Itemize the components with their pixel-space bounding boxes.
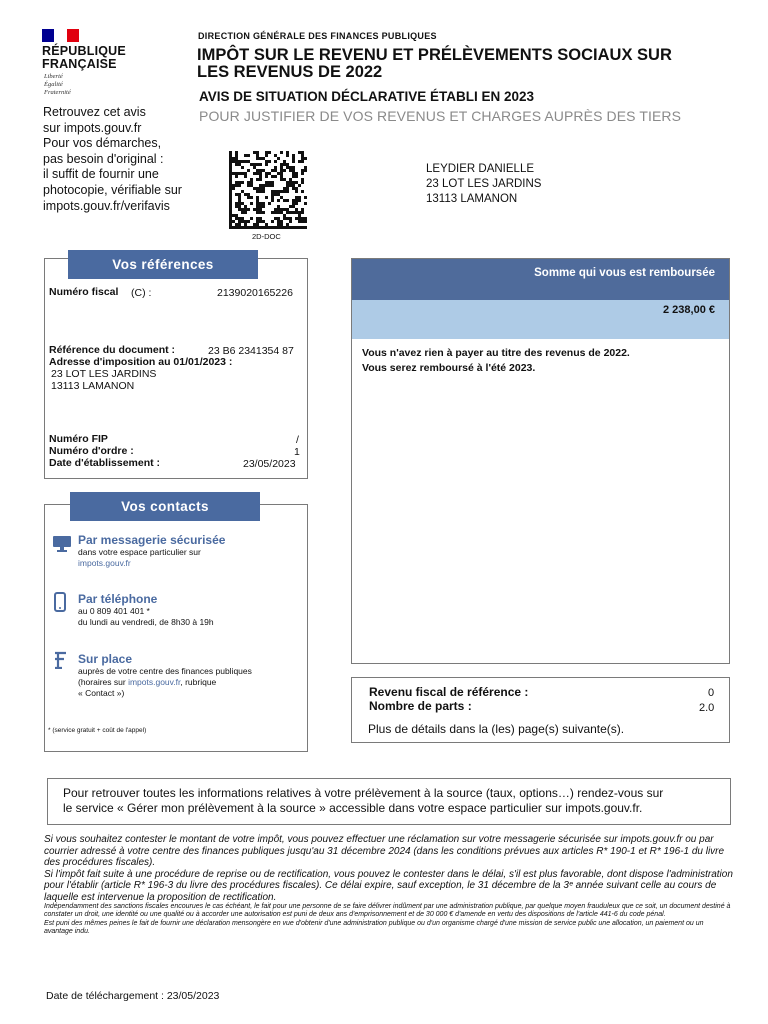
- withholding-info-text: Pour retrouver toutes les informations relatives à votre prélèvement à la source (taux, options…) rendez-vous sur le service « Gérer mon prélèvement à la source » accessible dans votre espace particulier sur impots.gouv.fr.: [63, 786, 664, 815]
- fiscal-number-code: (C) :: [131, 287, 152, 299]
- reference-income-label: Revenu fiscal de référence :: [369, 685, 529, 699]
- contest-notice: Si vous souhaitez contester le montant de votre impôt, vous pouvez effectuer une réclamation sur votre messagerie sécurisée sur impots.gouv.fr ou par courrier adressé à votre centre des finances publiques jusqu'au 31 décembre 2024 (dans les conditions prévues aux articles R* 190-1 et R* 196-1 du livre des procédures fiscales).: [44, 834, 725, 868]
- fip-value: /: [296, 434, 299, 446]
- reference-income-value: 0: [708, 687, 715, 699]
- tax-shares-label: Nombre de parts :: [369, 699, 472, 713]
- download-date: Date de téléchargement : 23/05/2023: [46, 990, 220, 1002]
- phone-cost-footnote: * (service gratuit + coût de l'appel): [48, 727, 147, 734]
- fip-label: Numéro FIP: [49, 433, 108, 445]
- secure-messaging-heading: Par messagerie sécurisée: [78, 533, 226, 547]
- document-reference-value: 23 B6 2341354 87: [208, 345, 294, 357]
- secure-messaging-text: dans votre espace particulier sur: [78, 547, 201, 557]
- justification-text: POUR JUSTIFIER DE VOS REVENUS ET CHARGES AUPRÈS DES TIERS: [199, 108, 682, 124]
- false-declaration-notice: Est puni des mêmes peines le fait de fournir une déclaration mensongère en vue d'obtenir d'une administration publique ou d'un organisme chargé d'une mission de service public une allocation, un paiement ou un avantage indu.: [44, 919, 704, 936]
- impots-gouv-link-2[interactable]: impots.gouv.fr: [128, 677, 181, 687]
- recipient-address: LEYDIER DANIELLE 23 LOT LES JARDINS 13113 LAMANON: [426, 163, 542, 205]
- building-icon: [52, 651, 68, 669]
- tax-address-line2: 13113 LAMANON: [51, 380, 135, 392]
- republique-francaise-logo: RÉPUBLIQUE FRANÇAISE: [42, 44, 126, 71]
- refund-message: Vous n'avez rien à payer au titre des revenus de 2022. Vous serez remboursé à l'été 2023.: [362, 347, 630, 374]
- in-person-text: auprès de votre centre des finances publiques: [78, 666, 252, 676]
- document-subtitle: AVIS DE SITUATION DÉCLARATIVE ÉTABLI EN 2023: [199, 89, 535, 104]
- order-number-label: Numéro d'ordre :: [49, 445, 134, 457]
- fiscal-number-value: 2139020165226: [217, 287, 293, 299]
- references-title: Vos références: [68, 250, 258, 279]
- computer-icon: [52, 535, 72, 553]
- 2d-doc-barcode: [228, 151, 308, 229]
- contacts-title: Vos contacts: [70, 492, 260, 521]
- fraud-notice: Indépendamment des sanctions fiscales encourues le cas échéant, le fait pour une personne de se faire délivrer indûment par une administration publique, par quelque moyen frauduleux que ce soit, un document destiné à constater un droit, une identité ou une qualité ou à accorder une autorisation est puni de deux ans d'emprisonnement et de 30 000 € d'amende en vertu des dispositions de l'article 441-6 du code pénal.: [44, 903, 731, 919]
- in-person-heading: Sur place: [78, 652, 133, 666]
- phone-icon: [54, 592, 66, 612]
- french-flag-logo: [42, 29, 79, 42]
- telephone-number: au 0 809 401 401 *: [78, 606, 150, 616]
- motto: Liberté Égalité Fraternité: [44, 73, 71, 96]
- impots-gouv-link[interactable]: impots.gouv.fr: [78, 558, 131, 568]
- order-number-value: 1: [294, 446, 300, 458]
- refund-header: Somme qui vous est remboursée: [352, 259, 729, 300]
- tax-address-line1: 23 LOT LES JARDINS: [51, 368, 157, 380]
- refund-amount: 2 238,00 €: [663, 304, 715, 316]
- more-details-text: Plus de détails dans la (les) page(s) suivante(s).: [368, 722, 625, 736]
- telephone-heading: Par téléphone: [78, 592, 158, 606]
- document-reference-label: Référence du document :: [49, 344, 176, 356]
- tax-address-label: Adresse d'imposition au 01/01/2023 :: [49, 356, 233, 368]
- fiscal-number-label: Numéro fiscal: [49, 286, 119, 298]
- verification-intro: Retrouvez cet avis sur impots.gouv.fr Pour vos démarches, pas besoin d'original : il suffit de fournir une photocopie, vérifiable sur impots.gouv.fr/verifavis: [43, 105, 182, 213]
- refund-amount-bar: [352, 300, 729, 339]
- dgfip-label: DIRECTION GÉNÉRALE DES FINANCES PUBLIQUES: [198, 31, 437, 41]
- rectification-notice: Si l'impôt fait suite à une procédure de reprise ou de rectification, vous pouvez le contester dans le délai, s'il est plus favorable, dont dispose l'administration pour l'établir (article R* 196-3 du livre des procédures fiscales). Ce délai expire, sauf exception, le 31 décembre de la 3ᵉ année suivant celle au cours de laquelle est intervenue la proposition de rectification.: [44, 868, 733, 903]
- issue-date-label: Date d'établissement :: [49, 457, 161, 469]
- legal-notice: [44, 834, 734, 937]
- 2d-doc-label: 2D-DOC: [252, 232, 281, 241]
- recipient-name: LEYDIER DANIELLE: [426, 163, 535, 175]
- document-title: IMPÔT SUR LE REVENU ET PRÉLÈVEMENTS SOCIAUX SUR LES REVENUS DE 2022: [197, 46, 672, 81]
- telephone-hours: du lundi au vendredi, de 8h30 à 19h: [78, 617, 214, 627]
- in-person-contact: « Contact »): [78, 688, 125, 698]
- in-person-hours-line: (horaires sur impots.gouv.fr, rubrique: [78, 677, 217, 687]
- tax-shares-value: 2.0: [699, 702, 715, 714]
- issue-date-value: 23/05/2023: [243, 458, 296, 470]
